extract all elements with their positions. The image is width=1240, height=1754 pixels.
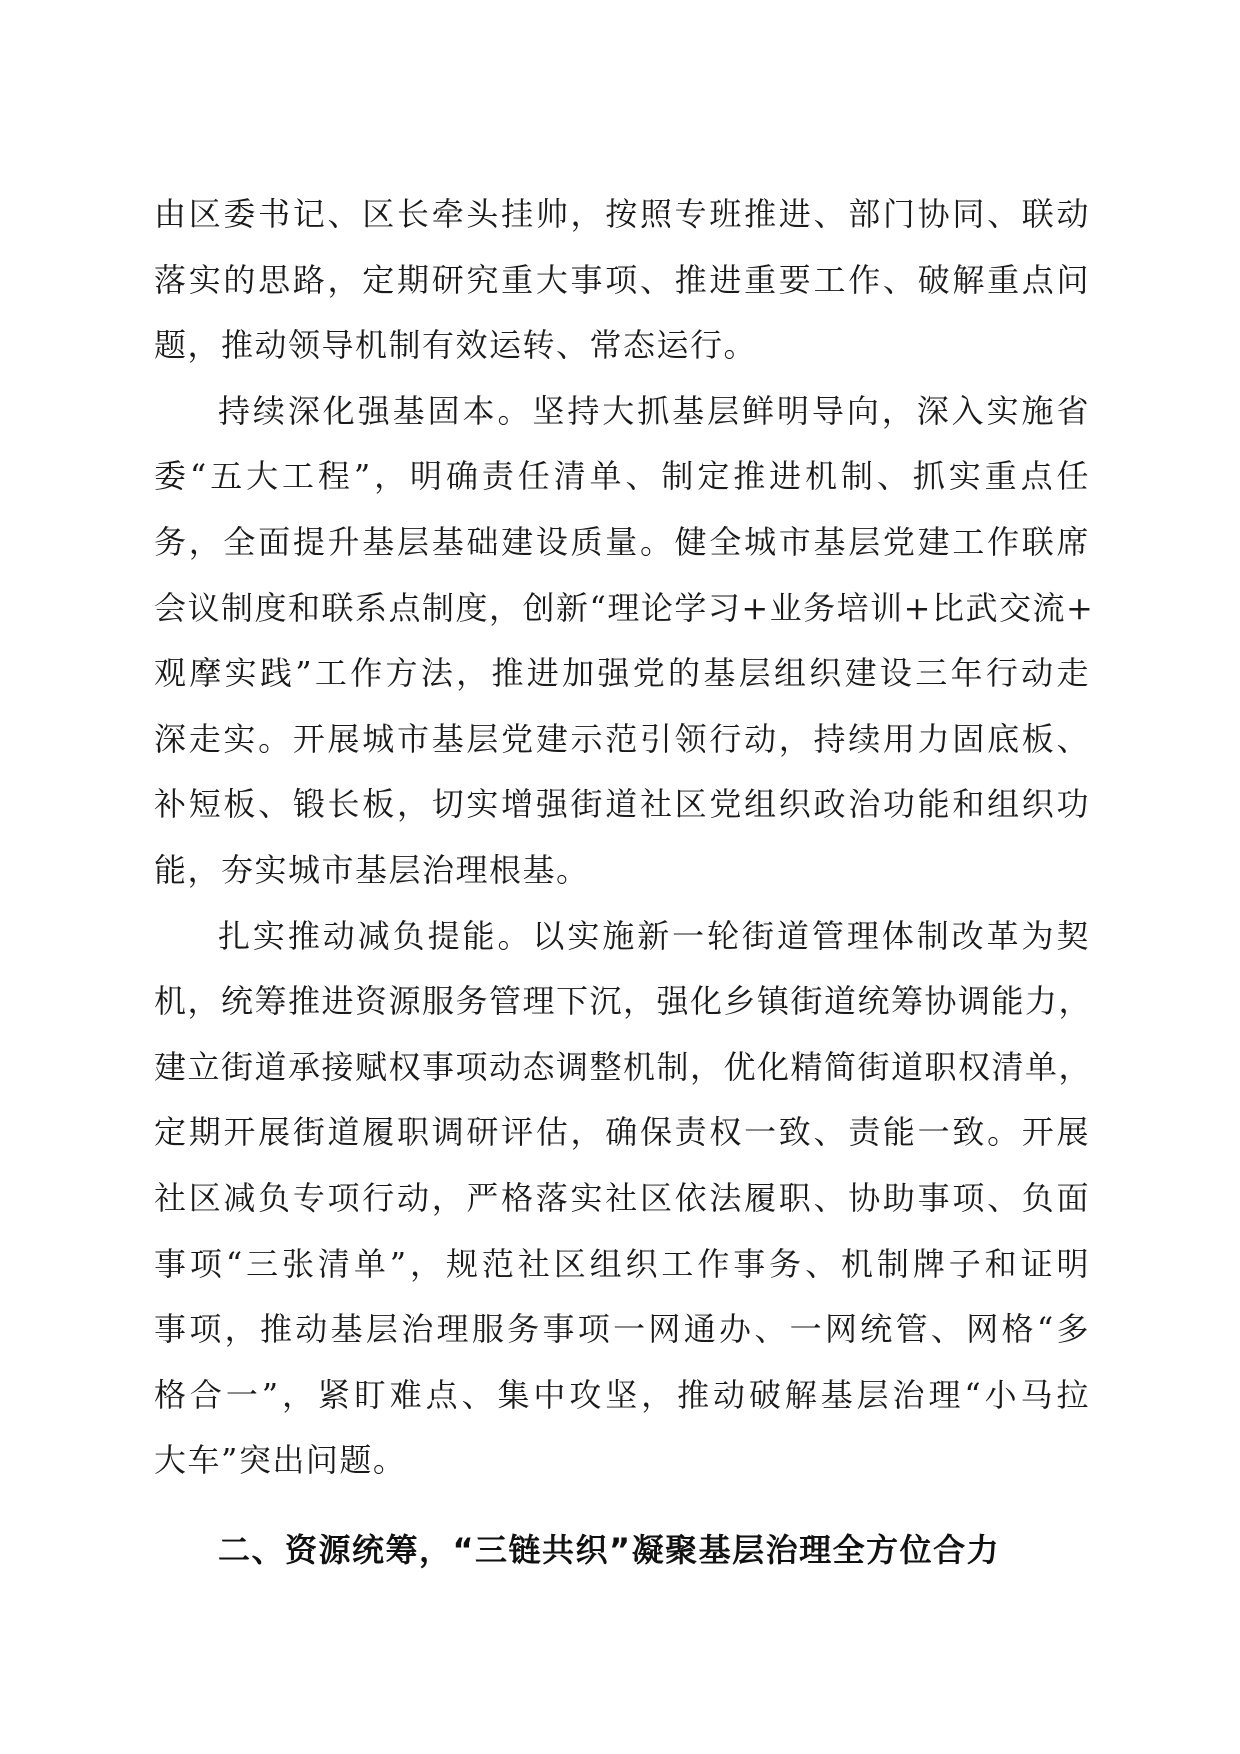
text-line: 机，统筹推进资源服务管理下沉，强化乡镇街道统筹协调能力， — [154, 982, 1093, 1021]
text-line: 务，全面提升基层基础建设质量。健全城市基层党建工作联席 — [154, 522, 1090, 561]
text-line: 补短板、锻长板，切实增强街道社区党组织政治功能和组织功 — [154, 785, 1090, 824]
text-line: 落实的思路，定期研究重大事项、推进重要工作、破解重点问 — [154, 260, 1090, 299]
paragraph-1 — [154, 182, 1090, 379]
text-line: 事项“三张清单”，规范社区组织工作事务、机制牌子和证明 — [154, 1244, 1090, 1283]
document-body — [154, 182, 1095, 1583]
text-line: 委“五大工程”，明确责任清单、制定推进机制、抓实重点任 — [154, 457, 1090, 496]
text-line: 大车”突出问题。 — [154, 1441, 407, 1480]
paragraph-2 — [154, 379, 1095, 904]
section-heading: 二、资源统筹，“三链共织”凝聚基层治理全方位合力 — [218, 1530, 1001, 1569]
text-line: 题，推动领导机制有效运转、常态运行。 — [154, 326, 758, 365]
text-line: 建立街道承接赋权事项动态调整机制，优化精简街道职权清单， — [154, 1047, 1093, 1086]
paragraph-3 — [154, 904, 1093, 1494]
text-line: 观摩实践”工作方法，推进加强党的基层组织建设三年行动走 — [154, 654, 1090, 693]
text-line: 事项，推动基层治理服务事项一网通办、一网统管、网格“多 — [154, 1310, 1090, 1349]
text-line: 深走实。开展城市基层党建示范引领行动，持续用力固底板、 — [154, 719, 1090, 758]
text-line: 定期开展街道履职调研评估，确保责权一致、责能一致。开展 — [154, 1113, 1090, 1152]
text-line: 由区委书记、区长牵头挂帅，按照专班推进、部门协同、联动 — [154, 195, 1090, 233]
text-line: 社区减负专项行动，严格落实社区依法履职、协助事项、负面 — [154, 1178, 1090, 1217]
text-line: 持续深化强基固本。坚持大抓基层鲜明导向，深入实施省 — [218, 391, 1090, 430]
text-line: 会议制度和联系点制度，创新“理论学习+业务培训+比武交流+ — [154, 588, 1095, 627]
text-line: 能，夯实城市基层治理根基。 — [154, 850, 590, 889]
text-line: 扎实推动减负提能。以实施新一轮街道管理体制改革为契 — [218, 916, 1090, 955]
text-line: 格合一”，紧盯难点、集中攻坚，推动破解基层治理“小马拉 — [154, 1375, 1090, 1414]
